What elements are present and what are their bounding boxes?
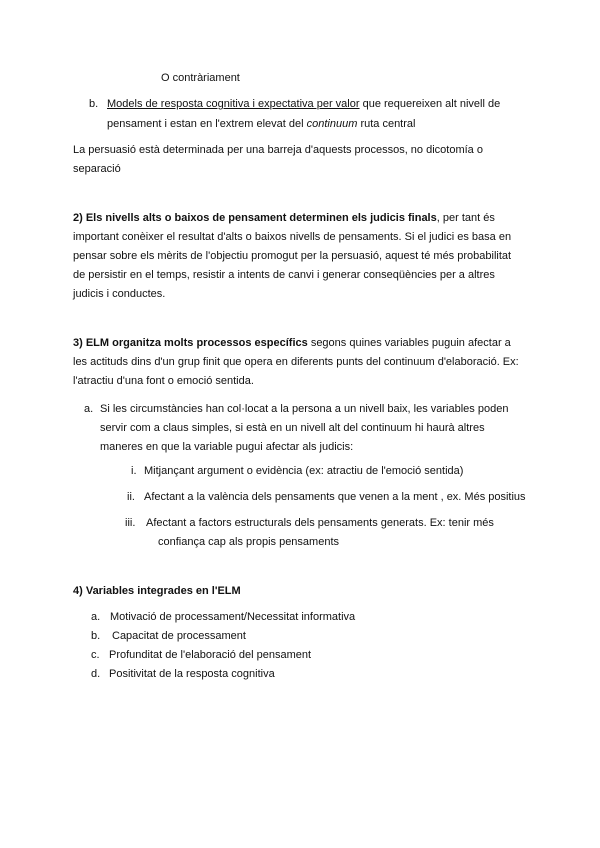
paragraph-line: les actituds dins d'un grup finit que opera en diferents punts del continuum d'elaboració. Ex:: [73, 356, 519, 368]
section-heading: 3) ELM organitza molts processos específics: [73, 337, 308, 349]
roman-marker: i.: [131, 465, 137, 477]
paragraph-line: separació: [73, 163, 121, 175]
list-item-line: Si les circumstàncies han col·locat a la persona a un nivell baix, les variables poden: [100, 403, 509, 415]
list-item: Capacitat de processament: [112, 630, 246, 642]
roman-marker: iii.: [125, 517, 136, 529]
list-item: Profunditat de l'elaboració del pensament: [109, 649, 312, 661]
sub-list-item: Afectant a factors estructurals dels pensaments generats. Ex: tenir més: [146, 517, 494, 529]
text: segons quines variables puguin afectar a: [310, 337, 511, 349]
paragraph-line: de persistir en el temps, resistir a intents de canvi i generar conseqüències per a altres: [73, 269, 495, 281]
text: ruta central: [360, 118, 416, 130]
sub-list-item-continuation: confiança cap als propis pensaments: [158, 536, 339, 548]
continuation-line: O contràriament: [161, 72, 240, 84]
list-item-b-line2: [107, 117, 415, 131]
list-marker: b.: [89, 98, 99, 110]
list-marker: a.: [84, 403, 94, 415]
section-2-line1: [73, 211, 495, 225]
list-marker: c.: [91, 649, 100, 661]
list-marker: a.: [91, 611, 101, 623]
paragraph-line: judicis i conductes.: [73, 288, 166, 300]
list-marker: b.: [91, 630, 101, 642]
paragraph-line: important conèixer el resultat d'alts o baixos nivells de pensaments. Si el judici es basa en: [73, 231, 512, 243]
list-marker: d.: [91, 668, 101, 680]
paragraph-line: pensar sobre els mèrits de l'objectiu promogut per la persuasió, aquest té més probabilitat: [73, 250, 512, 262]
roman-marker: ii.: [127, 491, 135, 503]
sub-list-item: Afectant a la valència dels pensaments que venen a la ment , ex. Més positius: [144, 491, 526, 503]
paragraph-line: La persuasió està determinada per una barreja d'aquests processos, no dicotomía o: [73, 144, 483, 156]
sub-list-item: Mitjançant argument o evidència (ex: atractiu de l'emoció sentida): [144, 465, 464, 477]
underlined-term: Models de resposta cognitiva i expectativa per valor: [107, 98, 360, 110]
section-3-line1: [73, 336, 511, 350]
text: pensament i estan en l'extrem elevat del: [107, 118, 304, 130]
section-heading: 2) Els nivells alts o baixos de pensament determinen els judicis finals: [73, 212, 437, 224]
list-item: Positivitat de la resposta cognitiva: [109, 668, 275, 680]
section-heading: 4) Variables integrades en l'ELM: [73, 585, 241, 597]
list-item: Motivació de processament/Necessitat informativa: [110, 611, 356, 623]
list-item-line: servir com a claus simples, si està en un nivell alt del continuum hi haurà altres: [100, 422, 485, 434]
text: que requereixen alt nivell de: [362, 98, 501, 110]
paragraph-line: l'atractiu d'una font o emoció sentida.: [73, 375, 254, 387]
italic-term: continuum: [306, 118, 358, 130]
list-item-b-line1: [107, 97, 500, 111]
list-item-line: maneres en que la variable pugui afectar als judicis:: [100, 441, 354, 453]
text: , per tant és: [436, 212, 495, 224]
